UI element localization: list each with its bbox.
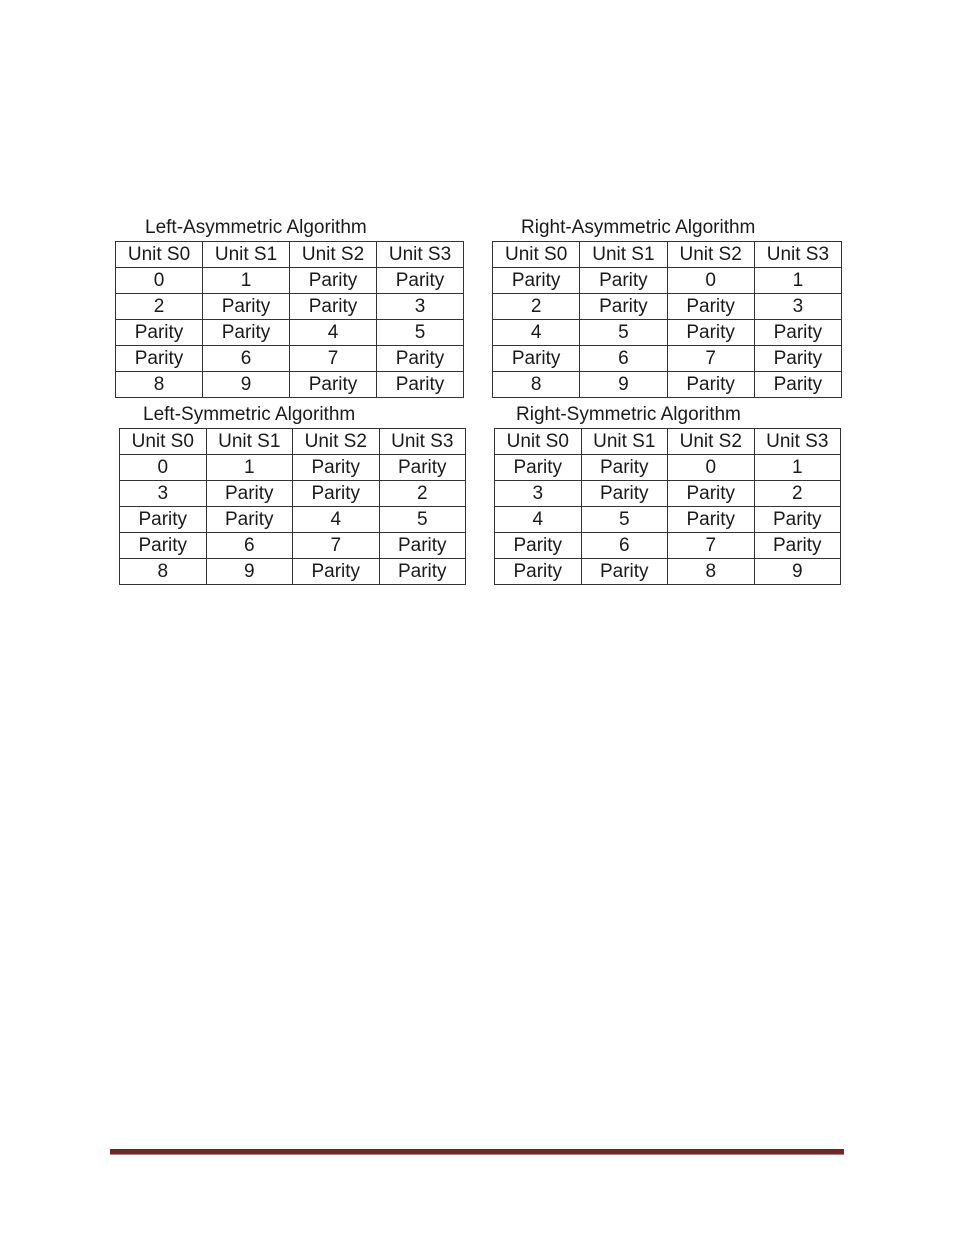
header-cell: Unit S2 — [290, 242, 377, 268]
header-cell: Unit S2 — [668, 429, 755, 455]
table-cell: Parity — [206, 481, 293, 507]
table-cell: 3 — [495, 481, 582, 507]
table-cell: 0 — [116, 268, 203, 294]
header-cell: Unit S1 — [580, 242, 667, 268]
table-row — [120, 533, 466, 559]
table-cell: 0 — [120, 455, 207, 481]
header-cell: Unit S1 — [581, 429, 668, 455]
table-cell: 8 — [116, 372, 203, 398]
header-cell: Unit S0 — [495, 429, 582, 455]
table-row — [495, 455, 841, 481]
table-cell: Parity — [116, 346, 203, 372]
header-row — [495, 429, 841, 455]
table-cell: 8 — [668, 559, 755, 585]
header-cell: Unit S1 — [206, 429, 293, 455]
table-cell: Parity — [203, 294, 290, 320]
table-cell: Parity — [293, 481, 380, 507]
table-cell: 3 — [754, 294, 841, 320]
table-cell: 9 — [203, 372, 290, 398]
table-cell: Parity — [667, 294, 754, 320]
table-row — [495, 507, 841, 533]
table-cell: Parity — [667, 372, 754, 398]
table-row — [116, 320, 464, 346]
left-asymmetric-table — [115, 241, 464, 398]
right-symmetric-table — [494, 428, 841, 585]
header-cell: Unit S3 — [754, 242, 841, 268]
table-cell: Parity — [377, 372, 464, 398]
table-cell: 9 — [206, 559, 293, 585]
header-cell: Unit S0 — [120, 429, 207, 455]
table-row — [116, 372, 464, 398]
header-cell: Unit S0 — [116, 242, 203, 268]
table-row — [120, 507, 466, 533]
header-cell: Unit S3 — [379, 429, 466, 455]
table-cell: 7 — [667, 346, 754, 372]
table-cell: 7 — [293, 533, 380, 559]
table-cell: 5 — [379, 507, 466, 533]
table-cell: Parity — [293, 559, 380, 585]
table-cell: Parity — [754, 533, 841, 559]
table-row — [120, 455, 466, 481]
table-cell: 6 — [203, 346, 290, 372]
table-title: Left-Asymmetric Algorithm — [145, 217, 367, 238]
table-row — [495, 559, 841, 585]
table-cell: Parity — [377, 268, 464, 294]
table-row — [495, 533, 841, 559]
table-cell: 6 — [580, 346, 667, 372]
table-row — [493, 268, 842, 294]
right-asymmetric-table — [492, 241, 842, 398]
table-cell: 5 — [580, 320, 667, 346]
table-cell: 1 — [203, 268, 290, 294]
table-cell: Parity — [493, 346, 580, 372]
table-cell: Parity — [120, 533, 207, 559]
table-cell: Parity — [668, 481, 755, 507]
table-cell: 4 — [493, 320, 580, 346]
table-row — [116, 294, 464, 320]
table-cell: Parity — [580, 268, 667, 294]
table-cell: 4 — [290, 320, 377, 346]
table-cell: Parity — [581, 481, 668, 507]
table-title: Right-Asymmetric Algorithm — [521, 217, 756, 238]
table-cell: 2 — [754, 481, 841, 507]
table-cell: Parity — [754, 507, 841, 533]
table-cell: Parity — [379, 559, 466, 585]
table-cell: 3 — [377, 294, 464, 320]
table-cell: Parity — [668, 507, 755, 533]
table-cell: 8 — [120, 559, 207, 585]
table-cell: 3 — [120, 481, 207, 507]
table-cell: Parity — [754, 320, 841, 346]
table-cell: 1 — [754, 455, 841, 481]
table-cell: Parity — [203, 320, 290, 346]
table-cell: 1 — [754, 268, 841, 294]
left-symmetric-table — [119, 428, 466, 585]
table-cell: 8 — [493, 372, 580, 398]
header-cell: Unit S2 — [293, 429, 380, 455]
header-cell: Unit S3 — [754, 429, 841, 455]
header-cell: Unit S3 — [377, 242, 464, 268]
footer-rule — [110, 1149, 844, 1155]
header-row — [116, 242, 464, 268]
table-cell: 5 — [581, 507, 668, 533]
table-cell: 7 — [668, 533, 755, 559]
table-title: Right-Symmetric Algorithm — [516, 404, 741, 425]
header-row — [493, 242, 842, 268]
table-cell: Parity — [580, 294, 667, 320]
header-cell: Unit S1 — [203, 242, 290, 268]
table-row — [493, 372, 842, 398]
table-cell: 6 — [581, 533, 668, 559]
table-cell: Parity — [379, 455, 466, 481]
table-cell: Parity — [754, 372, 841, 398]
table-cell: Parity — [493, 268, 580, 294]
table-cell: 9 — [580, 372, 667, 398]
table-cell: Parity — [120, 507, 207, 533]
table-cell: Parity — [379, 533, 466, 559]
table-cell: Parity — [206, 507, 293, 533]
table-row — [493, 320, 842, 346]
table-cell: 2 — [116, 294, 203, 320]
table-cell: 1 — [206, 455, 293, 481]
table-cell: Parity — [581, 559, 668, 585]
table-cell: 9 — [754, 559, 841, 585]
table-cell: 2 — [493, 294, 580, 320]
table-row — [120, 481, 466, 507]
table-cell: Parity — [293, 455, 380, 481]
header-row — [120, 429, 466, 455]
table-cell: Parity — [495, 455, 582, 481]
table-cell: Parity — [290, 294, 377, 320]
header-cell: Unit S0 — [493, 242, 580, 268]
table-row — [116, 346, 464, 372]
table-row — [493, 294, 842, 320]
table-cell: Parity — [290, 268, 377, 294]
header-cell: Unit S2 — [667, 242, 754, 268]
table-cell: 2 — [379, 481, 466, 507]
table-cell: Parity — [754, 346, 841, 372]
table-cell: 0 — [667, 268, 754, 294]
table-row — [120, 559, 466, 585]
table-cell: 4 — [495, 507, 582, 533]
table-cell: 6 — [206, 533, 293, 559]
table-row — [116, 268, 464, 294]
table-title: Left-Symmetric Algorithm — [143, 404, 356, 425]
table-cell: 5 — [377, 320, 464, 346]
table-row — [493, 346, 842, 372]
table-cell: Parity — [495, 533, 582, 559]
table-cell: Parity — [116, 320, 203, 346]
table-cell: Parity — [667, 320, 754, 346]
table-cell: Parity — [581, 455, 668, 481]
table-cell: 0 — [668, 455, 755, 481]
table-cell: Parity — [495, 559, 582, 585]
table-row — [495, 481, 841, 507]
table-cell: 4 — [293, 507, 380, 533]
table-cell: Parity — [377, 346, 464, 372]
table-cell: Parity — [290, 372, 377, 398]
table-cell: 7 — [290, 346, 377, 372]
